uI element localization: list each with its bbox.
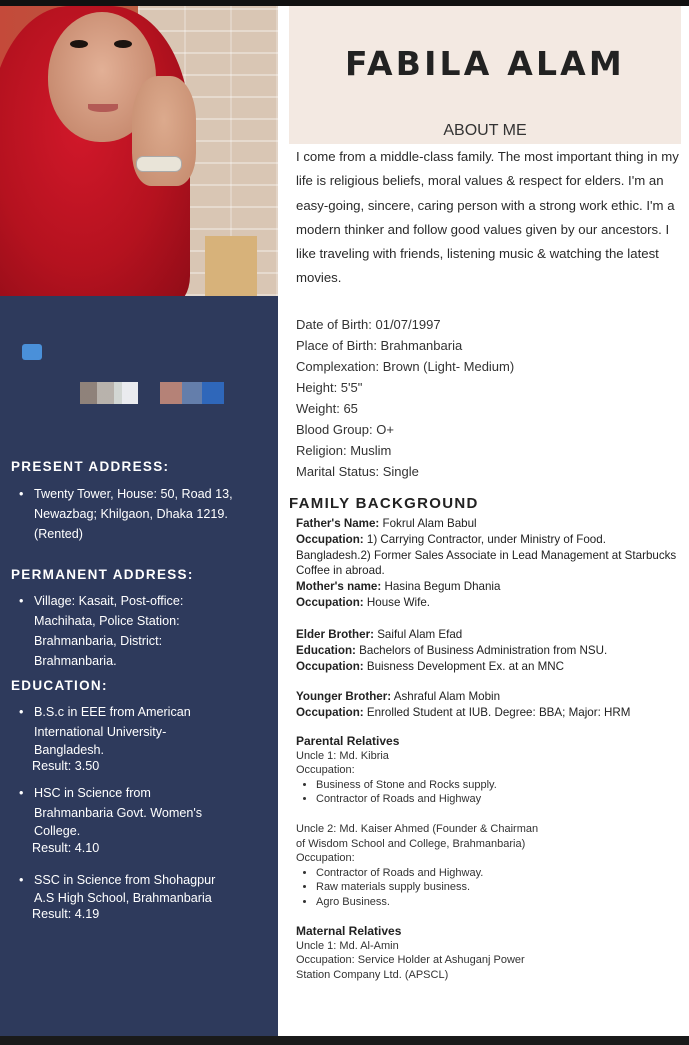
education-heading: EDUCATION: (11, 678, 108, 693)
result: Result: 4.19 (32, 907, 100, 921)
present-address (34, 484, 233, 544)
father-name: Fokrul Alam Babul (382, 517, 477, 530)
permanent-address-heading: PERMANENT ADDRESS: (11, 567, 194, 582)
personal-details (296, 314, 514, 482)
weight: Weight: 65 (296, 401, 358, 416)
family-background-heading: FAMILY BACKGROUND (289, 495, 479, 512)
list-item: • Contractor of Roads and Highway. (316, 866, 681, 881)
elder-brother-name: Saiful Alam Efad (377, 628, 463, 641)
list-item: • Business of Stone and Rocks supply. (316, 778, 681, 793)
education-item: • HSC in Science from Brahmanbaria Govt. Women's College. (34, 783, 202, 839)
father-occupation: 1) Carrying Contractor, under Ministry of Food. Bangladesh.2) Former Sales Associate in Lead Management at Starbucks Coffee in abroad. (296, 532, 677, 578)
education-list (34, 783, 202, 839)
parental-relatives-heading: Parental Relatives (296, 734, 400, 748)
mother-occupation: House Wife. (366, 595, 431, 609)
education-list (34, 870, 215, 906)
blood-group: Blood Group: O+ (296, 422, 394, 437)
parental-relatives-uncle2: Uncle 2: Md. Kaiser Ahmed (Founder & Chairman of Wisdom School and College, Brahmanbaria) Occupation: • Contractor of Roads and Highway. • Raw materials supply business. • Agro Business. (296, 822, 681, 909)
parental-relatives: Parental Relatives Uncle 1: Md. Kibria Occupation: • Business of Stone and Rocks supply. • Contractor of Roads and Highway (296, 734, 681, 807)
younger-brother-occupation: Enrolled Student at IUB. Degree: BBA; Major: HRM (366, 705, 631, 719)
marital-status: Marital Status: Single (296, 464, 419, 479)
permanent-address (34, 591, 183, 671)
blurred-contact-info (42, 382, 224, 404)
present-address-heading: PRESENT ADDRESS: (11, 459, 170, 474)
bottom-bar (0, 1036, 689, 1045)
list-item: • Raw materials supply business. (316, 880, 681, 895)
younger-brother-name: Ashraful Alam Mobin (393, 690, 501, 703)
facebook-icon (22, 344, 42, 360)
education-list (34, 702, 191, 758)
education-item: • SSC in Science from Shohagpur A.S High School, Brahmanbaria (34, 870, 215, 906)
younger-brother-block: Younger Brother: Ashraful Alam Mobin Occupation: Enrolled Student at IUB. Degree: BBA; Major: HRM (296, 690, 631, 719)
left-eye (70, 40, 88, 48)
bench (205, 236, 257, 296)
about-heading: ABOUT ME (443, 122, 527, 139)
elder-brother-occupation: Buisness Development Ex. at an MNC (366, 659, 565, 673)
result: Result: 4.10 (32, 841, 100, 855)
religion: Religion: Muslim (296, 443, 392, 458)
maternal-relatives: Maternal Relatives Uncle 1: Md. Al-Amin Occupation: Service Holder at Ashuganj Power Station Company Ltd. (APSCL) (296, 924, 681, 982)
permanent-address-item: • Village: Kasait, Post-office: Machihata, Police Station: Brahmanbaria, District: Brahmanbaria. (34, 591, 183, 671)
profile-photo (0, 6, 278, 296)
elder-brother-education: Bachelors of Business Administration from NSU. (359, 643, 608, 657)
height: Height: 5'5" (296, 380, 363, 395)
mother-name: Hasina Begum Dhania (384, 580, 501, 594)
list-item: • Agro Business. (316, 895, 681, 910)
right-eye (114, 40, 132, 48)
place-of-birth: Place of Birth: Brahmanbaria (296, 338, 463, 353)
about-text: I come from a middle-class family. The most important thing in my life is religious beliefs, moral values & respect for elders. I'm an easy-going, sincere, caring person with a strong work ethic. I'm a modern thinker and follow good values given by our ancestors. I like traveling with friends, listening music & watching the latest movies. (296, 149, 679, 286)
date-of-birth: Date of Birth: 01/07/1997 (296, 317, 441, 332)
list-item: • Contractor of Roads and Highway (316, 792, 681, 807)
complexation: Complexation: Brown (Light- Medium) (296, 359, 515, 374)
parents-block: Father's Name: Fokrul Alam Babul Occupation: 1) Carrying Contractor, under Ministry of Food. Bangladesh.2) Former Sales Associate in Lead Management at Starbucks Coffee in abroad. Mother's name: Hasina Begum Dhania Occupation: House Wife. (296, 517, 677, 609)
maternal-relatives-heading: Maternal Relatives (296, 924, 402, 938)
present-address-item: • Twenty Tower, House: 50, Road 13, Newazbag; Khilgaon, Dhaka 1219. (Rented) (34, 484, 233, 544)
wristwatch (136, 156, 182, 172)
name-title: FABILA ALAM (345, 44, 625, 83)
education-item: • B.S.c in EEE from American International University- Bangladesh. (34, 702, 191, 758)
result: Result: 3.50 (32, 759, 100, 773)
elder-brother-block: Elder Brother: Saiful Alam Efad Education: Bachelors of Business Administration from NSU. Occupation: Buisness Development Ex. at an MNC (296, 628, 608, 673)
smile (88, 104, 118, 112)
sidebar (0, 296, 278, 1036)
